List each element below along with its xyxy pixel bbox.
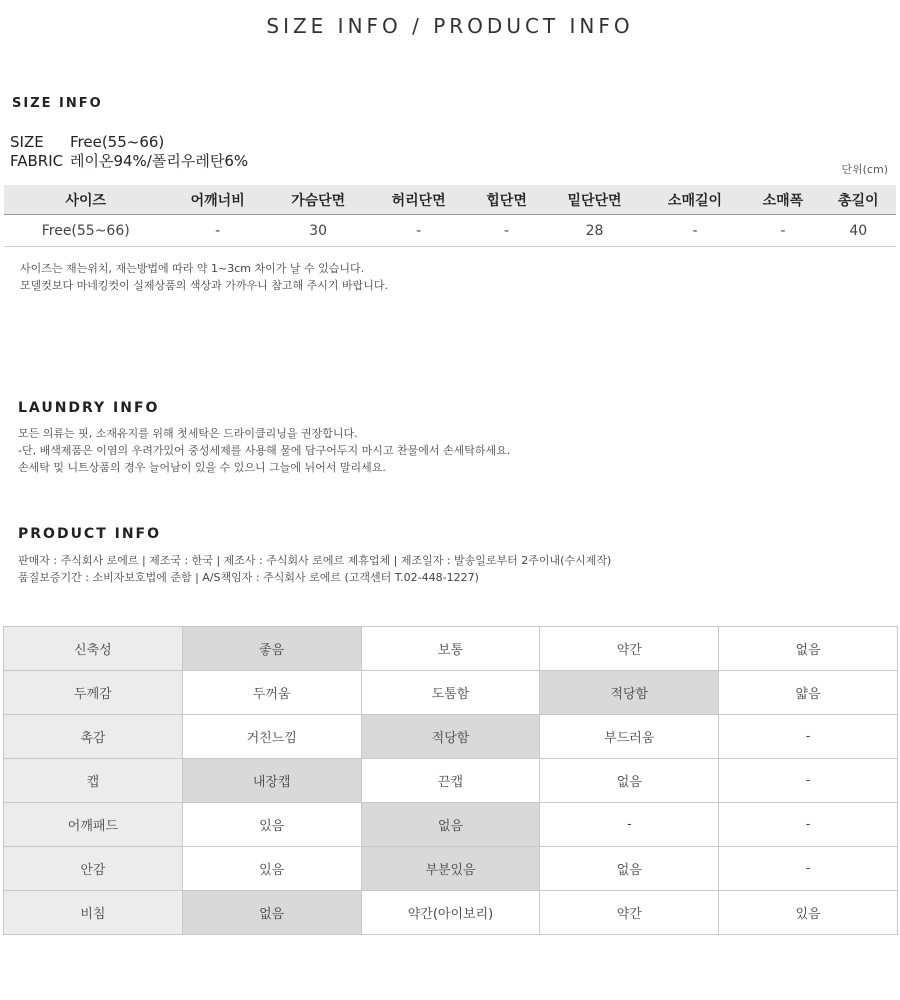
fabric-label: FABRIC [10, 152, 64, 170]
size-table [4, 185, 896, 247]
column-header: 총길이 [821, 185, 896, 215]
note-line: 모든 의류는 핏, 소재유지를 위해 첫세탁은 드라이클리닝을 권장합니다. [18, 427, 358, 440]
characteristic-option: 얇음 [719, 671, 898, 715]
characteristic-option-selected: 없음 [361, 803, 540, 847]
product-info-heading: PRODUCT INFO [18, 526, 162, 542]
characteristic-option: 도톰함 [361, 671, 540, 715]
characteristic-option: 있음 [182, 803, 361, 847]
characteristic-row [4, 671, 898, 715]
characteristic-option: 끈캡 [361, 759, 540, 803]
characteristic-row [4, 891, 898, 935]
characteristic-option: - [719, 715, 898, 759]
characteristic-row [4, 803, 898, 847]
note-line: 품질보증기간 : 소비자보호법에 준함 | A/S책임자 : 주식회사 로에르 (고객센터 T.02-448-1227) [18, 571, 479, 584]
characteristic-label: 어깨패드 [4, 803, 183, 847]
characteristic-row [4, 759, 898, 803]
product-notes [18, 552, 611, 586]
laundry-notes [18, 425, 510, 476]
unit-note: 단위(cm) [841, 163, 888, 176]
characteristic-label: 신축성 [4, 627, 183, 671]
characteristic-option-selected: 좋음 [182, 627, 361, 671]
characteristic-row [4, 627, 898, 671]
table-cell: - [368, 215, 468, 247]
note-line: -단, 배색제품은 이염의 우려가있어 중성세제를 사용해 물에 담구어두지 마시고 찬물에서 손세탁하세요. [18, 444, 511, 457]
table-cell: - [745, 215, 820, 247]
characteristic-option: - [719, 803, 898, 847]
characteristic-option-selected: 없음 [182, 891, 361, 935]
characteristic-option: - [719, 759, 898, 803]
characteristic-option-selected: 적당함 [540, 671, 719, 715]
column-header: 밑단단면 [544, 185, 644, 215]
characteristic-option-selected: 부분있음 [361, 847, 540, 891]
characteristic-option: 부드러움 [540, 715, 719, 759]
characteristic-option: - [719, 847, 898, 891]
characteristic-option: 있음 [719, 891, 898, 935]
table-cell: 40 [821, 215, 896, 247]
table-cell: 30 [268, 215, 368, 247]
column-header: 가슴단면 [268, 185, 368, 215]
table-cell: - [469, 215, 544, 247]
column-header: 어깨너비 [167, 185, 267, 215]
size-notes [20, 260, 388, 294]
note-line: 판매자 : 주식회사 로에르 | 제조국 : 한국 | 제조사 : 주식회사 로에르 제휴업체 | 제조일자 : 발송일로부터 2주이내(수시제작) [18, 554, 612, 567]
table-cell: - [645, 215, 745, 247]
characteristic-label: 비침 [4, 891, 183, 935]
characteristic-option: 없음 [540, 759, 719, 803]
characteristic-option: 약간 [540, 627, 719, 671]
fabric-value: 레이온94%/폴리우레탄6% [70, 152, 249, 170]
size-spec [10, 133, 164, 151]
table-cell: 28 [544, 215, 644, 247]
size-value: Free(55~66) [70, 133, 165, 151]
column-header: 허리단면 [368, 185, 468, 215]
characteristic-option: 두꺼움 [182, 671, 361, 715]
page-title: SIZE INFO / PRODUCT INFO [266, 14, 634, 38]
characteristic-option: - [540, 803, 719, 847]
characteristic-option: 보통 [361, 627, 540, 671]
characteristic-option: 약간 [540, 891, 719, 935]
column-header: 힙단면 [469, 185, 544, 215]
characteristic-row [4, 715, 898, 759]
characteristic-option: 약간(아이보리) [361, 891, 540, 935]
characteristic-label: 안감 [4, 847, 183, 891]
laundry-info-heading: LAUNDRY INFO [18, 400, 160, 416]
fabric-spec [10, 150, 248, 171]
note-line: 모델컷보다 마네킹컷이 실제상품의 색상과 가까우니 참고해 주시기 바랍니다. [20, 279, 389, 292]
table-cell: Free(55~66) [4, 215, 167, 247]
characteristic-option-selected: 적당함 [361, 715, 540, 759]
characteristic-option: 있음 [182, 847, 361, 891]
characteristics-table [3, 626, 898, 935]
characteristic-label: 두께감 [4, 671, 183, 715]
note-line: 손세탁 및 니트상품의 경우 늘어남이 있을 수 있으니 그늘에 뉘어서 말리세요. [18, 461, 386, 474]
column-header: 소매폭 [745, 185, 820, 215]
size-table-header-row [4, 185, 896, 215]
characteristic-option: 거친느낌 [182, 715, 361, 759]
characteristic-label: 촉감 [4, 715, 183, 759]
table-row [4, 215, 896, 247]
column-header: 소매길이 [645, 185, 745, 215]
column-header: 사이즈 [4, 185, 167, 215]
note-line: 사이즈는 재는위치, 재는방법에 따라 약 1~3cm 차이가 날 수 있습니다. [20, 262, 365, 275]
characteristic-row [4, 847, 898, 891]
size-info-heading: SIZE INFO [12, 96, 103, 111]
size-label: SIZE [10, 133, 44, 151]
characteristic-option: 없음 [719, 627, 898, 671]
table-cell: - [167, 215, 267, 247]
characteristic-option: 없음 [540, 847, 719, 891]
characteristic-label: 캡 [4, 759, 183, 803]
characteristic-option-selected: 내장캡 [182, 759, 361, 803]
